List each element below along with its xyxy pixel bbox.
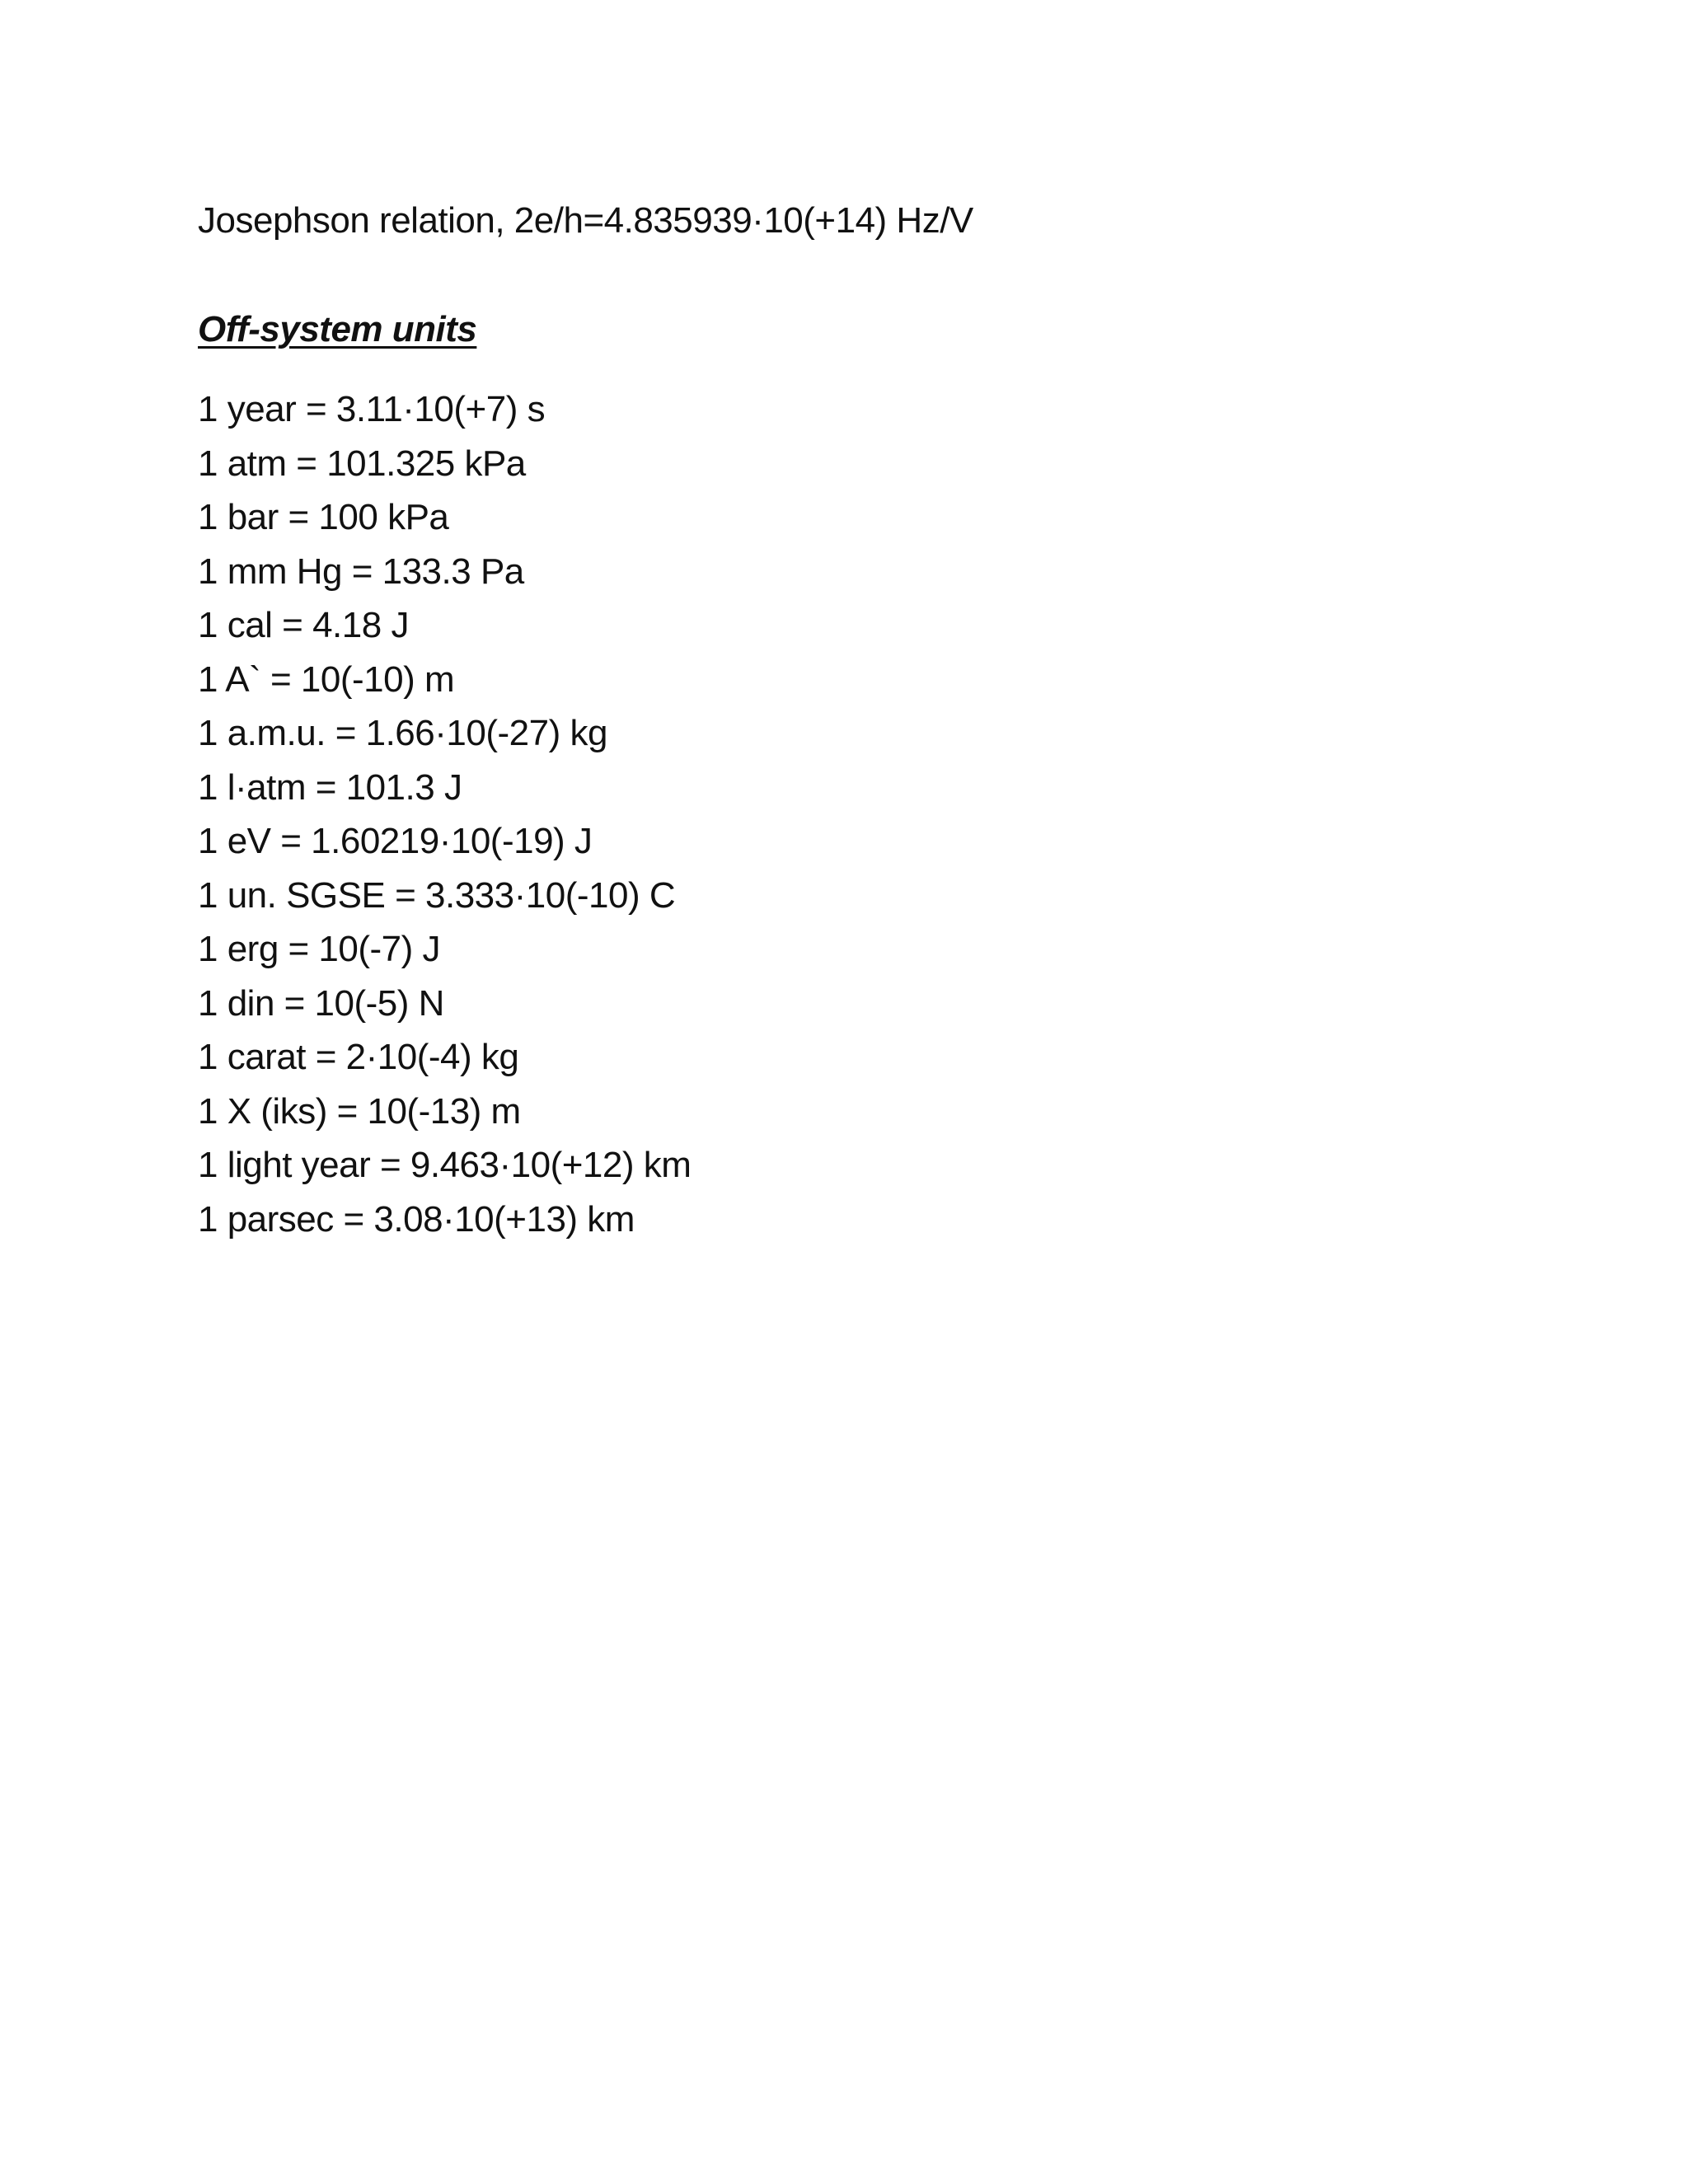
unit-line-angstrom: 1 A` = 10(-10) m xyxy=(198,658,455,700)
section-heading: Off-system units xyxy=(198,308,477,349)
unit-line-cal: 1 cal = 4.18 J xyxy=(198,605,409,645)
unit-line-bar: 1 bar = 100 kPa xyxy=(198,497,449,537)
unit-line-parsec: 1 parsec = 3.08·10(+13) km xyxy=(198,1198,635,1240)
unit-line-atm: 1 atm = 101.325 kPa xyxy=(198,443,526,484)
unit-line-sgse: 1 un. SGSE = 3.333·10(-10) C xyxy=(198,874,676,916)
unit-line-din: 1 din = 10(-5) N xyxy=(198,982,444,1024)
unit-line-carat: 1 carat = 2·10(-4) kg xyxy=(198,1037,519,1077)
unit-line-year: 1 year = 3.11·10(+7) s xyxy=(198,389,546,429)
unit-line-light-year: 1 light year = 9.463·10(+12) km xyxy=(198,1145,692,1185)
unit-list xyxy=(198,382,1517,1246)
unit-line-erg: 1 erg = 10(-7) J xyxy=(198,929,441,969)
unit-line-x-iks: 1 X (iks) = 10(-13) m xyxy=(198,1090,521,1132)
document-content xyxy=(198,194,1517,1246)
unit-line-amu: 1 a.m.u. = 1.66·10(-27) kg xyxy=(198,713,607,753)
josephson-relation-text: Josephson relation, 2e/h=4.835939·10(+14) Hz/V xyxy=(198,200,973,241)
unit-line-mm-hg: 1 mm Hg = 133.3 Pa xyxy=(198,551,524,592)
unit-line-l-atm: 1 l·atm = 101.3 J xyxy=(198,766,462,808)
unit-line-ev: 1 eV = 1.60219·10(-19) J xyxy=(198,821,593,861)
